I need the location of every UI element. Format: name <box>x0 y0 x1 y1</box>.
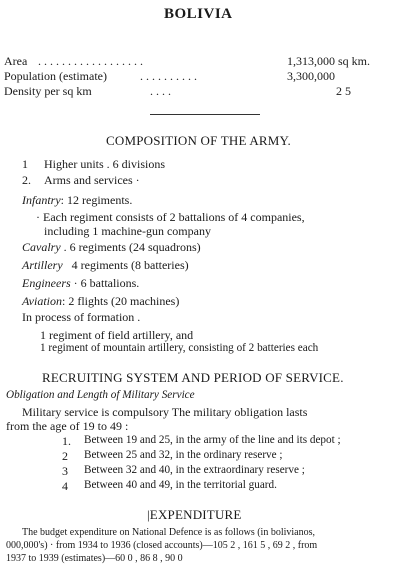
area-label: Area <box>4 54 28 68</box>
engineers-line <box>22 276 139 291</box>
country-title: BOLIVIA <box>164 6 233 22</box>
obligation-subheading: Obligation and Length of Military Service <box>6 389 195 401</box>
period-text: Between 40 and 49, in the territorial guard. <box>84 479 277 491</box>
composition-heading: COMPOSITION OF THE ARMY. <box>106 133 291 148</box>
recruiting-heading: RECRUITING SYSTEM AND PERIOD OF SERVICE. <box>42 370 344 385</box>
expenditure-paragraph: 1937 to 1939 (estimates)—60 0 , 86 8 , 90 0 <box>6 553 183 564</box>
infantry-note: · Each regiment consists of 2 battalions of 4 companies, <box>36 210 305 224</box>
artillery-line <box>22 258 189 273</box>
density-label: Density per sq km <box>4 84 92 98</box>
engineers-text: · 6 battalions. <box>73 276 140 290</box>
expenditure-heading: |EXPENDITURE <box>147 507 242 522</box>
aviation-text: : 2 flights (20 machines) <box>62 294 180 308</box>
period-text: Between 25 and 32, in the ordinary reserve ; <box>84 449 283 461</box>
higher-units-text: Higher units . 6 divisions <box>44 157 166 171</box>
infantry-text: : 12 regiments. <box>60 193 133 207</box>
artillery-label: Artillery <box>22 258 63 272</box>
area-value: 1,313,000 sq km. <box>287 54 371 68</box>
area-leader-dots: . . . . . . . . . . . . . . . . . . <box>38 54 143 68</box>
expenditure-paragraph: The budget expenditure on National Defence is as follows (in bolivianos, <box>22 527 315 538</box>
density-leader-dots: . . . . <box>150 84 171 98</box>
cavalry-line <box>22 240 201 255</box>
population-label: Population (estimate) <box>4 69 107 83</box>
cavalry-label: Cavalry <box>22 240 61 254</box>
period-number: 3 <box>62 464 68 478</box>
artillery-text: 4 regiments (8 batteries) <box>71 258 189 272</box>
obligation-paragraph: from the age of 19 to 49 : <box>6 419 129 433</box>
engineers-label: Engineers <box>22 276 71 290</box>
population-leader-dots: . . . . . . . . . . <box>140 69 197 83</box>
formation-item: 1 regiment of mountain artillery, consisting of 2 batteries each <box>40 342 319 354</box>
period-number: 1. <box>62 434 71 448</box>
infantry-note: including 1 machine-gun company <box>44 224 211 238</box>
expenditure-paragraph: 000,000's) · from 1934 to 1936 (closed accounts)—105 2 , 161 5 , 69 2 , from <box>6 540 318 551</box>
arms-services-text: Arms and services · <box>44 173 140 187</box>
obligation-paragraph: Military service is compulsory The military obligation lasts <box>22 405 308 419</box>
infantry-line <box>22 193 132 208</box>
aviation-label: Aviation <box>22 294 62 308</box>
formation-item: 1 regiment of field artillery, and <box>40 328 194 342</box>
period-text: Between 19 and 25, in the army of the line and its depot ; <box>84 434 341 446</box>
period-number: 4 <box>62 479 68 493</box>
period-text: Between 32 and 40, in the extraordinary reserve ; <box>84 464 305 476</box>
population-value: 3,300,000 <box>287 69 335 83</box>
list-item-number: 1 <box>22 157 28 171</box>
infantry-label: Infantry <box>22 193 61 207</box>
period-number: 2 <box>62 449 68 463</box>
list-item-number: 2. <box>22 173 31 187</box>
cavalry-text: . 6 regiments (24 squadrons) <box>63 240 201 254</box>
density-value: 2 5 <box>336 84 351 98</box>
section-divider <box>150 114 260 115</box>
aviation-line <box>22 294 179 309</box>
formation-line: In process of formation . <box>22 310 141 324</box>
